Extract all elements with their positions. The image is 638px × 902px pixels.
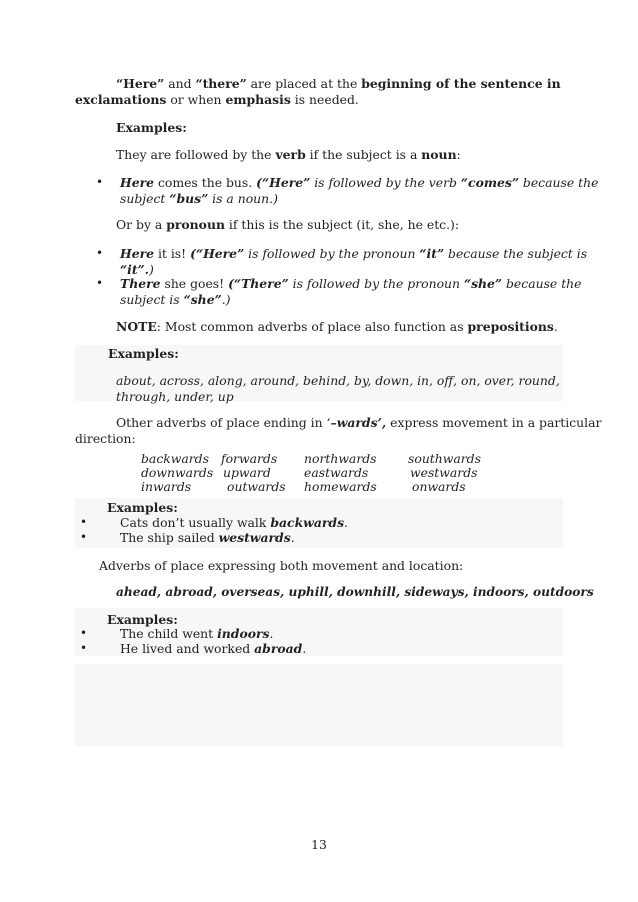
wards-word: downwards	[141, 465, 214, 480]
bullet-2-line-2: “it”.)	[120, 262, 154, 277]
wards-word: eastwards	[304, 465, 369, 480]
prepositions-line-1: about, across, along, around, behind, by, down, in, off, on, over, round,	[116, 373, 560, 388]
wards-word: inwards	[141, 479, 192, 494]
verb-rule: They are followed by the verb if the subject is a noun:	[116, 147, 461, 162]
bullet-1-line-2: subject “bus” is a noun.)	[120, 191, 278, 206]
bullet-3-line-2: subject is “she”.)	[120, 292, 231, 307]
both-example-1: The child went indoors.	[120, 626, 274, 641]
wards-word: homewards	[304, 479, 377, 494]
wards-example-1: Cats don’t usually walk backwards.	[120, 515, 348, 530]
wards-word: forwards	[221, 451, 278, 466]
bullet-marker: •	[80, 641, 88, 655]
bullet-marker: •	[96, 175, 104, 189]
examples-heading-2: Examples:	[108, 346, 179, 361]
wards-line-2: direction:	[75, 431, 136, 446]
shaded-box-empty	[75, 664, 563, 746]
examples-heading-4: Examples:	[107, 612, 178, 627]
page-number: 13	[311, 837, 327, 852]
wards-line-1: Other adverbs of place ending in ‘–wards’, express movement in a particular	[116, 415, 602, 430]
wards-word: southwards	[408, 451, 481, 466]
bullet-3-line-1: There she goes! (“There” is followed by the pronoun “she” because the	[120, 276, 582, 291]
both-heading: Adverbs of place expressing both movement and location:	[99, 558, 464, 573]
bullet-2-line-1: Here it is! (“Here” is followed by the pronoun “it” because the subject is	[120, 246, 588, 261]
bullet-marker: •	[80, 515, 88, 529]
bullet-marker: •	[80, 626, 88, 640]
wards-word: outwards	[227, 479, 286, 494]
examples-heading-1: Examples:	[116, 120, 187, 135]
wards-word: northwards	[304, 451, 377, 466]
prepositions-line-2: through, under, up	[116, 389, 234, 404]
wards-word: upward	[223, 465, 271, 480]
wards-example-2: The ship sailed westwards.	[120, 530, 295, 545]
wards-word: westwards	[410, 465, 478, 480]
bullet-1-line-1: Here comes the bus. (“Here” is followed by the verb “comes” because the	[120, 175, 599, 190]
intro-line-1: “Here” and “there” are placed at the beginning of the sentence in	[116, 76, 561, 91]
intro-line-2: exclamations or when emphasis is needed.	[75, 92, 359, 107]
pronoun-rule: Or by a pronoun if this is the subject (it, she, he etc.):	[116, 217, 460, 232]
wards-word: onwards	[412, 479, 466, 494]
note-paragraph: NOTE: Most common adverbs of place also function as prepositions.	[116, 319, 558, 334]
both-words: ahead, abroad, overseas, uphill, downhill, sideways, indoors, outdoors	[116, 585, 594, 599]
both-example-2: He lived and worked abroad.	[120, 641, 307, 656]
bullet-marker: •	[80, 530, 88, 544]
wards-word: backwards	[141, 451, 209, 466]
bullet-marker: •	[96, 246, 104, 260]
examples-heading-3: Examples:	[107, 500, 178, 515]
bullet-marker: •	[96, 276, 104, 290]
